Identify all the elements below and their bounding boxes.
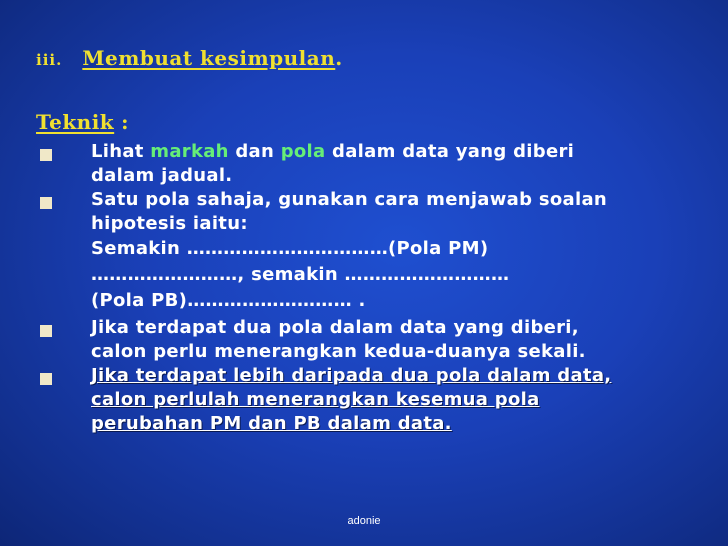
teknik-heading <box>36 110 129 134</box>
square-bullet-icon <box>40 373 52 385</box>
bullet-4-line-2: calon perlulah menerangkan kesemua pola <box>91 389 540 410</box>
section-number: iii. <box>36 51 63 69</box>
footer-author: adonie <box>347 515 381 527</box>
teknik-label: Teknik <box>36 110 115 134</box>
section-heading <box>36 46 342 70</box>
bullet-3-line-1: Jika terdapat dua pola dalam data yang diberi, <box>91 317 579 338</box>
bullet-2-line-1: Satu pola sahaja, gunakan cara menjawab soalan <box>91 189 608 210</box>
section-title: Membuat kesimpulan <box>82 46 336 70</box>
bullet-4-line-3: perubahan PM dan PB dalam data. <box>91 413 452 434</box>
bullet-item-3 <box>40 316 700 364</box>
bullet-list <box>40 140 700 436</box>
bullet-2-line-2: hipotesis iaitu: <box>91 213 248 234</box>
hypothesis-line-3: (Pola PB)……………………… . <box>91 290 366 311</box>
hypothesis-line-2: ……………………, semakin ……………………… <box>91 264 510 285</box>
bullet-1-line-1: Lihat markah dan pola dalam data yang diberi <box>91 141 575 162</box>
bullet-item-2 <box>40 188 700 236</box>
highlight-pola: pola <box>280 141 326 162</box>
square-bullet-icon <box>40 325 52 337</box>
hypothesis-template <box>91 236 700 314</box>
bullet-4-line-1: Jika terdapat lebih daripada dua pola dalam data, <box>91 365 612 386</box>
teknik-colon: : <box>114 110 129 134</box>
square-bullet-icon <box>40 149 52 161</box>
highlight-markah: markah <box>150 141 229 162</box>
bullet-item-4 <box>40 364 700 436</box>
bullet-1-line-2: dalam jadual. <box>91 165 233 186</box>
square-bullet-icon <box>40 197 52 209</box>
bullet-3-line-2: calon perlu menerangkan kedua-duanya sekali. <box>91 341 586 362</box>
hypothesis-line-1: Semakin ……………………………(Pola PM) <box>91 238 489 259</box>
bullet-item-1 <box>40 140 700 188</box>
section-title-period: . <box>335 46 343 70</box>
